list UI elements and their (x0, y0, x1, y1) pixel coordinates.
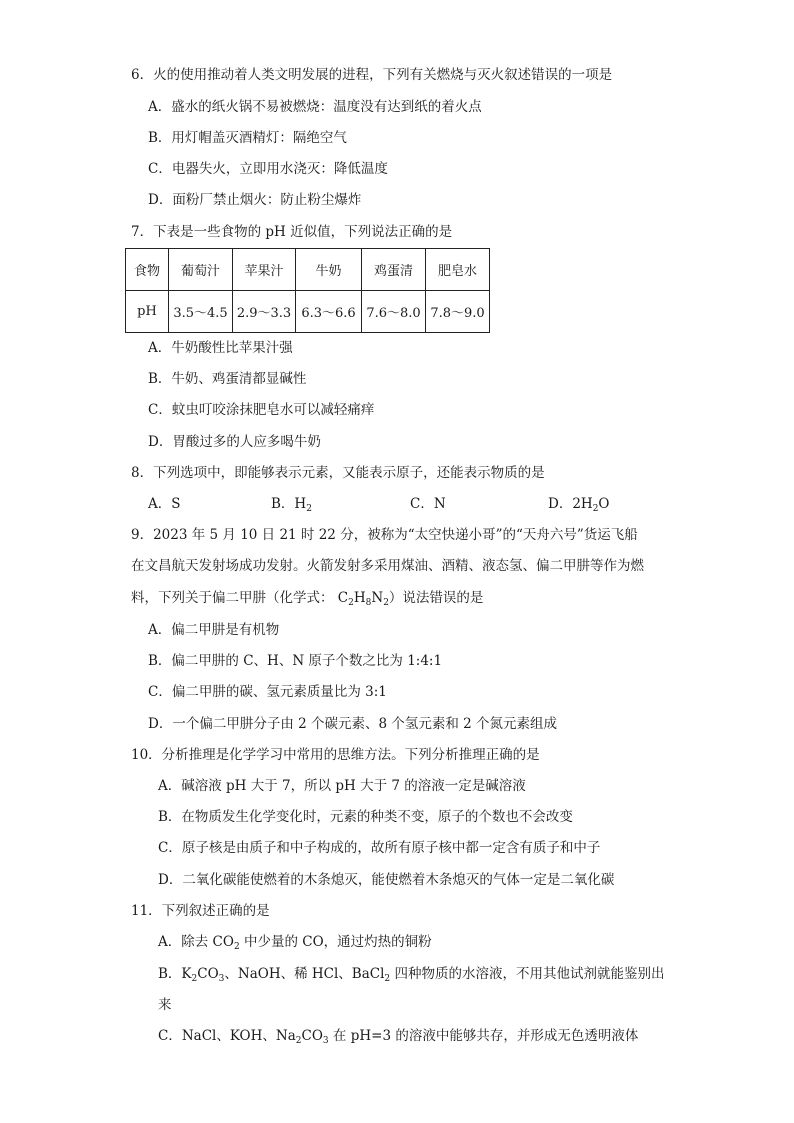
q11-option-a-text: A．除去 CO (158, 934, 234, 950)
q11-option-c (158, 1026, 638, 1051)
q7-option-d: D．胃酸过多的人应多喝牛奶 (148, 434, 321, 450)
q6-option-a: A．盛水的纸火锅不易被燃烧：温度没有达到纸的着火点 (148, 99, 482, 115)
q9-option-c: C．偏二甲肼的碳、氢元素质量比为 3:1 (148, 684, 387, 700)
q8-options-row (0, 494, 794, 514)
q10-option-c: C．原子核是由质子和中子构成的，故所有原子核中都一定含有质子和中子 (158, 840, 601, 856)
q11-option-a (158, 932, 432, 957)
q9-stem-line-3 (131, 588, 483, 613)
q7-option-b: B．牛奶、鸡蛋清都显碱性 (148, 371, 307, 387)
q9-stem-line-2: 在文昌航天发射场成功发射。火箭发射多采用煤油、酒精、液态氢、偏二甲肼等作为燃 (131, 558, 644, 574)
ph-table-cell: 6.3～6.6 (296, 291, 362, 333)
q8-option-b (271, 494, 312, 519)
q11-option-c-sub-1: 2 (295, 1036, 302, 1046)
q8-option-d-text: D．2H (548, 496, 593, 512)
ph-table-header-cell: 食物 (126, 249, 169, 291)
q6-option-c: C．电器失火，立即用水浇灭：降低温度 (148, 161, 388, 177)
q9-option-d: D．一个偏二甲肼分子由 2 个碳元素、8 个氢元素和 2 个氮元素组成 (148, 716, 558, 732)
q9-option-a: A．偏二甲肼是有机物 (148, 622, 280, 638)
q11-option-b-co: CO (197, 966, 219, 982)
q11-option-c-tail: 在 pH=3 的溶液中能够共存，并形成无色透明液体 (328, 1028, 639, 1044)
q9-formula-sub-c: 2 (348, 598, 354, 608)
ph-table-cell: 2.9～3.3 (233, 291, 296, 333)
q11-option-b-tail: 四种物质的水溶液，不用其他试剂就能鉴别出 (390, 966, 665, 982)
q8-option-d (548, 494, 610, 519)
q11-option-b (158, 964, 664, 989)
ph-table-header-cell: 葡萄汁 (169, 249, 233, 291)
q10-stem: 10．分析推理是化学学习中常用的思维方法。下列分析推理正确的是 (131, 747, 540, 763)
q9-stem-tail: ）说法错误的是 (388, 590, 484, 606)
q7-option-a: A．牛奶酸性比苹果汁强 (148, 340, 293, 356)
q10-option-a: A．碱溶液 pH 大于 7，所以 pH 大于 7 的溶液一定是碱溶液 (158, 778, 526, 794)
q6-option-d: D．面粉厂禁止烟火：防止粉尘爆炸 (148, 192, 362, 208)
ph-table-header-row (126, 249, 490, 291)
q11-option-b-sub-2: 3 (218, 974, 225, 984)
q8-stem: 8．下列选项中，即能够表示元素，又能表示原子，还能表示物质的是 (131, 465, 545, 481)
q8-option-d-tail: O (598, 496, 610, 512)
ph-table-header-cell: 苹果汁 (233, 249, 296, 291)
q11-option-b-sub-3: 2 (384, 974, 391, 984)
ph-table-header-cell: 肥皂水 (426, 249, 490, 291)
q11-option-c-sub-2: 3 (322, 1036, 329, 1046)
q8-option-c: C．N (410, 496, 446, 512)
ph-table-cell: pH (126, 291, 169, 333)
q11-option-b-sub-1: 2 (191, 974, 198, 984)
ph-table-cell: 7.8～9.0 (426, 291, 490, 333)
q9-stem-line-1: 9．2023 年 5 月 10 日 21 时 22 分，被称为“太空快递小哥”的“天舟六号”货运飞船 (131, 527, 638, 543)
q11-option-b-cont: 来 (158, 997, 172, 1013)
ph-table-value-row (126, 291, 490, 333)
q10-option-d: D．二氧化碳能使燃着的木条熄灭，能使燃着木条熄灭的气体一定是二氧化碳 (158, 872, 615, 888)
q11-option-b-mid: 、NaOH、稀 HCl、BaCl (224, 966, 385, 982)
q8-option-a: A．S (148, 496, 181, 512)
q11-option-c-text: C．NaCl、KOH、Na (158, 1028, 296, 1044)
q11-option-b-text: B．K (158, 966, 192, 982)
q9-option-b: B．偏二甲肼的 C、H、N 原子个数之比为 1:4:1 (148, 653, 443, 669)
q9-formula-h: H (353, 590, 366, 606)
q8-option-b-text: B．H (271, 496, 307, 512)
q9-stem-text: 料，下列关于偏二甲肼（化学式： C (131, 590, 349, 606)
q11-option-a-tail: 中少量的 CO，通过灼热的铜粉 (239, 934, 432, 950)
ph-table (125, 248, 490, 333)
q11-stem: 11．下列叙述正确的是 (131, 903, 270, 919)
q11-option-c-co: CO (301, 1028, 323, 1044)
q9-formula-sub-h: 8 (365, 598, 372, 608)
q6-option-b: B．用灯帽盖灭酒精灯：隔绝空气 (148, 130, 347, 146)
ph-table-header-cell: 牛奶 (296, 249, 362, 291)
q9-formula-n: N (371, 590, 384, 606)
ph-table-cell: 7.6～8.0 (362, 291, 426, 333)
ph-table-cell: 3.5～4.5 (169, 291, 233, 333)
ph-table-header-cell: 鸡蛋清 (362, 249, 426, 291)
q8-option-b-subscript: 2 (306, 504, 312, 514)
q10-option-b: B．在物质发生化学变化时，元素的种类不变，原子的个数也不会改变 (158, 809, 573, 825)
q9-formula-sub-n: 2 (383, 598, 389, 608)
q6-stem: 6．火的使用推动着人类文明发展的进程，下列有关燃烧与灭火叙述错误的一项是 (131, 67, 613, 83)
q8-option-d-subscript: 2 (592, 504, 599, 514)
q11-option-a-sub: 2 (233, 942, 240, 952)
q7-stem: 7．下表是一些食物的 pH 近似值，下列说法正确的是 (131, 224, 453, 240)
q7-option-c: C．蚊虫叮咬涂抹肥皂水可以减轻痛痒 (148, 402, 375, 418)
